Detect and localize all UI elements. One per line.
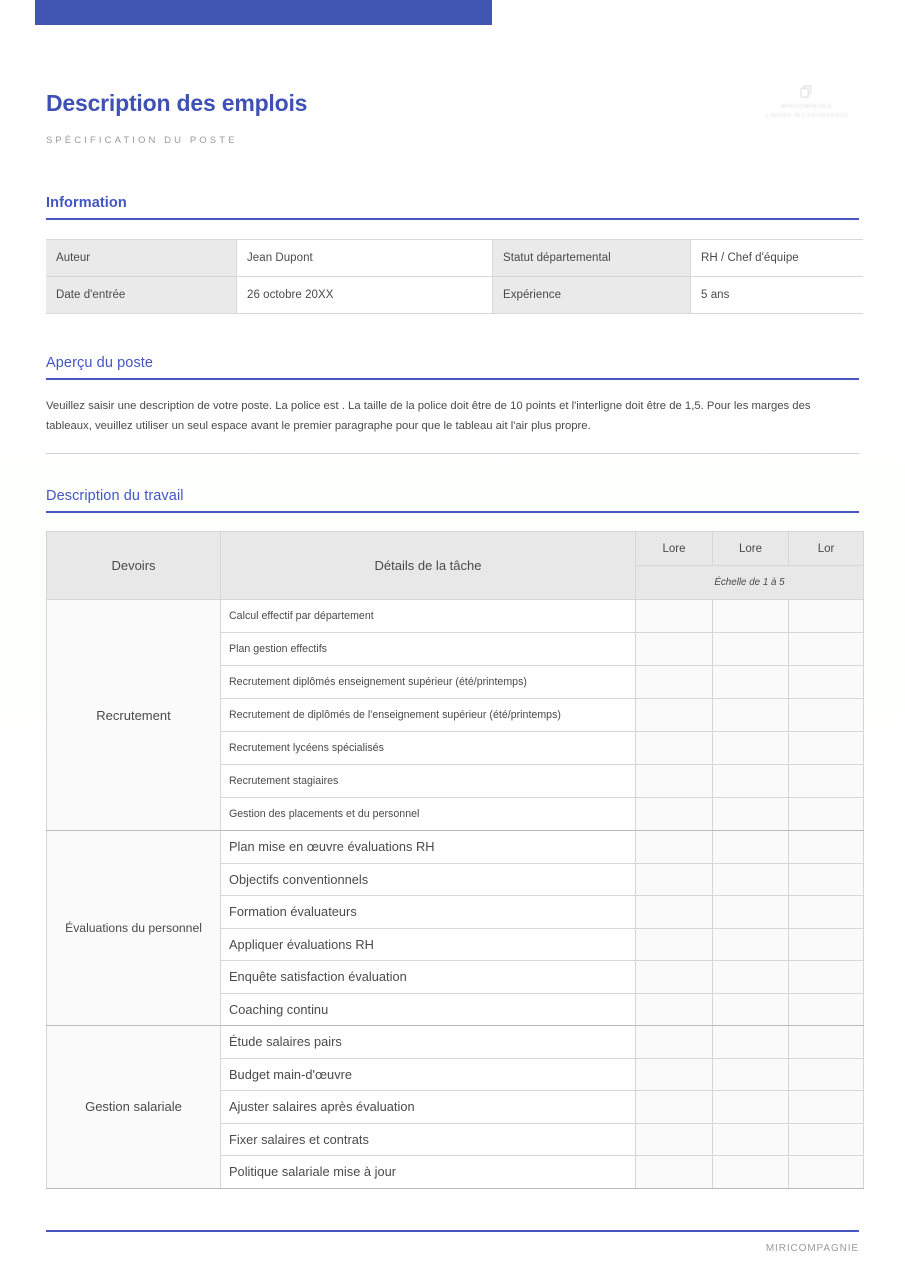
column-header-duties: Devoirs xyxy=(47,532,221,600)
rating-cell[interactable] xyxy=(789,732,864,765)
task-label: Objectifs conventionnels xyxy=(221,863,636,896)
job-description-table xyxy=(46,531,864,1189)
rating-cell[interactable] xyxy=(636,1123,713,1156)
rating-cell[interactable] xyxy=(636,896,713,929)
rating-cell[interactable] xyxy=(789,633,864,666)
overview-rule xyxy=(46,378,859,380)
document-footer xyxy=(46,1230,859,1254)
duty-group-recrutement: Recrutement xyxy=(47,600,221,831)
rating-cell[interactable] xyxy=(789,863,864,896)
rating-cell[interactable] xyxy=(713,961,789,994)
table-header xyxy=(47,532,864,600)
rating-cell[interactable] xyxy=(789,961,864,994)
information-table xyxy=(46,239,863,314)
table-row xyxy=(47,1026,864,1059)
table-row xyxy=(46,240,863,277)
task-label: Appliquer évaluations RH xyxy=(221,928,636,961)
rating-cell[interactable] xyxy=(713,863,789,896)
overview-body-text: Veuillez saisir une description de votre poste. La police est . La taille de la police doit être de 10 points et l'interligne doit être de 1,5. Pour les marges des tableaux, veuillez utiliser un seul espace avant le premier paragraphe pour que le tableau ait l'air plus propre. xyxy=(46,396,859,455)
task-label: Ajuster salaires après évaluation xyxy=(221,1091,636,1124)
column-header-rating-3: Lor xyxy=(789,532,864,566)
table-header-row xyxy=(47,532,864,566)
rating-cell[interactable] xyxy=(713,993,789,1026)
footer-brand: MIRICOMPAGNIE xyxy=(765,1243,859,1254)
rating-cell[interactable] xyxy=(636,600,713,633)
overview-section xyxy=(46,355,859,454)
rating-cell[interactable] xyxy=(636,699,713,732)
rating-cell[interactable] xyxy=(636,798,713,831)
task-label: Plan gestion effectifs xyxy=(221,633,636,666)
task-label: Recrutement diplômés enseignement supérieur (été/printemps) xyxy=(221,666,636,699)
info-value-auteur: Jean Dupont xyxy=(237,240,493,277)
logo-company-name: MIRICOMPAGNIE xyxy=(781,104,833,110)
logo-tagline: L'AVENIR DES ENTREPRISES xyxy=(765,112,849,119)
task-label: Plan mise en œuvre évaluations RH xyxy=(221,831,636,864)
task-label: Budget main-d'œuvre xyxy=(221,1058,636,1091)
page-subtitle: SPÉCIFICATION DU POSTE xyxy=(46,134,238,146)
rating-cell[interactable] xyxy=(713,798,789,831)
job-description-rule xyxy=(46,511,859,513)
rating-cell[interactable] xyxy=(636,831,713,864)
rating-cell[interactable] xyxy=(713,600,789,633)
rating-cell[interactable] xyxy=(789,896,864,929)
rating-cell[interactable] xyxy=(636,863,713,896)
rating-cell[interactable] xyxy=(636,666,713,699)
copy-document-icon xyxy=(799,84,815,100)
rating-cell[interactable] xyxy=(789,765,864,798)
page-title: Description des emplois xyxy=(46,90,308,116)
task-label: Fixer salaires et contrats xyxy=(221,1123,636,1156)
rating-cell[interactable] xyxy=(713,732,789,765)
information-rule xyxy=(46,218,859,220)
rating-cell[interactable] xyxy=(713,1091,789,1124)
rating-cell[interactable] xyxy=(789,1058,864,1091)
info-value-statut: RH / Chef d'équipe xyxy=(691,240,864,277)
rating-cell[interactable] xyxy=(713,928,789,961)
rating-cell[interactable] xyxy=(713,633,789,666)
task-label: Gestion des placements et du personnel xyxy=(221,798,636,831)
rating-cell[interactable] xyxy=(636,1026,713,1059)
rating-cell[interactable] xyxy=(636,1156,713,1189)
rating-cell[interactable] xyxy=(636,765,713,798)
column-header-scale-note: Échelle de 1 à 5 xyxy=(636,566,864,600)
table-row xyxy=(46,277,863,314)
rating-cell[interactable] xyxy=(713,831,789,864)
task-label: Formation évaluateurs xyxy=(221,896,636,929)
column-header-rating-2: Lore xyxy=(713,532,789,566)
column-header-details: Détails de la tâche xyxy=(221,532,636,600)
job-description-section xyxy=(46,488,859,1189)
rating-cell[interactable] xyxy=(636,633,713,666)
rating-cell[interactable] xyxy=(713,1026,789,1059)
rating-cell[interactable] xyxy=(713,1123,789,1156)
task-label: Coaching continu xyxy=(221,993,636,1026)
rating-cell[interactable] xyxy=(789,928,864,961)
duty-group-evaluations: Évaluations du personnel xyxy=(47,831,221,1026)
top-accent-bar xyxy=(35,0,492,25)
info-value-experience: 5 ans xyxy=(691,277,864,314)
info-label-experience: Expérience xyxy=(493,277,691,314)
table-row xyxy=(47,831,864,864)
rating-cell[interactable] xyxy=(789,666,864,699)
info-label-auteur: Auteur xyxy=(46,240,237,277)
task-label: Étude salaires pairs xyxy=(221,1026,636,1059)
rating-cell[interactable] xyxy=(636,1091,713,1124)
info-value-date: 26 octobre 20XX xyxy=(237,277,493,314)
rating-cell[interactable] xyxy=(713,1058,789,1091)
company-logo xyxy=(755,84,859,119)
rating-cell[interactable] xyxy=(713,1156,789,1189)
task-label: Recrutement lycéens spécialisés xyxy=(221,732,636,765)
rating-cell[interactable] xyxy=(636,928,713,961)
rating-cell[interactable] xyxy=(636,1058,713,1091)
rating-cell[interactable] xyxy=(789,699,864,732)
rating-cell[interactable] xyxy=(713,765,789,798)
rating-cell[interactable] xyxy=(636,961,713,994)
rating-cell[interactable] xyxy=(789,1026,864,1059)
footer-rule xyxy=(46,1230,859,1232)
rating-cell[interactable] xyxy=(713,666,789,699)
rating-cell[interactable] xyxy=(789,1091,864,1124)
table-row xyxy=(47,600,864,633)
rating-cell[interactable] xyxy=(789,1123,864,1156)
rating-cell[interactable] xyxy=(636,993,713,1026)
task-label: Enquête satisfaction évaluation xyxy=(221,961,636,994)
info-label-date: Date d'entrée xyxy=(46,277,237,314)
rating-cell[interactable] xyxy=(789,798,864,831)
information-section xyxy=(46,195,859,314)
task-label: Recrutement stagiaires xyxy=(221,765,636,798)
rating-cell[interactable] xyxy=(713,699,789,732)
document-header xyxy=(46,90,859,146)
task-label: Politique salariale mise à jour xyxy=(221,1156,636,1189)
task-label: Calcul effectif par département xyxy=(221,600,636,633)
task-label: Recrutement de diplômés de l'enseignement supérieur (été/printemps) xyxy=(221,699,636,732)
duty-group-gestion-salariale: Gestion salariale xyxy=(47,1026,221,1189)
rating-cell[interactable] xyxy=(789,600,864,633)
column-header-rating-1: Lore xyxy=(636,532,713,566)
rating-cell[interactable] xyxy=(636,732,713,765)
job-description-heading: Description du travail xyxy=(46,488,184,504)
rating-cell[interactable] xyxy=(789,993,864,1026)
table-body xyxy=(47,600,864,1189)
information-heading: Information xyxy=(46,195,127,211)
rating-cell[interactable] xyxy=(789,1156,864,1189)
info-label-statut: Statut départemental xyxy=(493,240,691,277)
rating-cell[interactable] xyxy=(713,896,789,929)
rating-cell[interactable] xyxy=(789,831,864,864)
overview-heading: Aperçu du poste xyxy=(46,355,154,371)
